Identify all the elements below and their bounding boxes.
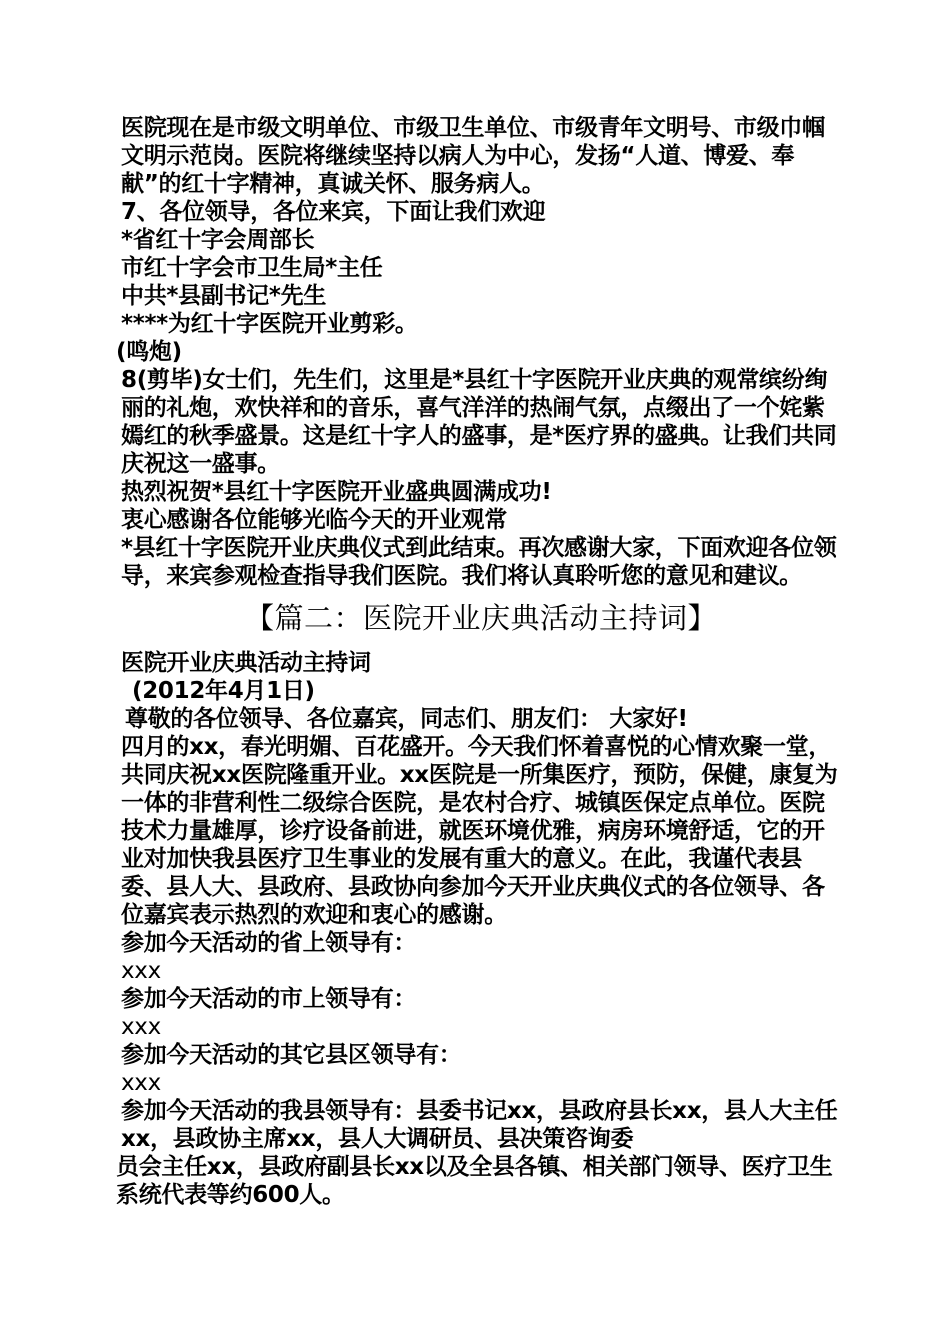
thanks-line: 衷心感谢各位能够光临今天的开业观常: [121, 507, 507, 533]
congratulation-line: 热烈祝贺*县红十字医院开业盛典圆满成功!: [121, 479, 552, 505]
paragraph-county-leaders: 参加今天活动的我县领导有：县委书记xx，县政府县长xx，县人大主任xx，县政协主席xx，县人大调研员、县决策咨询委: [121, 1098, 838, 1152]
greeting-line: 尊敬的各位领导、各位嘉宾，同志们、朋友们： 大家好!: [125, 706, 688, 732]
other-county-leaders-value: xxx: [121, 1070, 161, 1096]
document-page: [116, 114, 846, 1209]
section-date: (2012年4月1日): [132, 678, 315, 704]
paragraph-opening: 四月的xx，春光明媚、百花盛开。今天我们怀着喜悦的心情欢聚一堂，共同庆祝xx医院隆重开业。xx医院是一所集医疗，预防，保健，康复为一体的非营利性二级综合医院，是农村合疗、城镇医保定点单位。医院技术力量雄厚，诊疗设备前进，就医环境优雅，病房环境舒适，它的开业对加快我县医疗卫生事业的发展有重大的意义。在此，我谨代表县委、县人大、县政府、县政协向参加今天开业庆典仪式的各位领导、各位嘉宾表示热烈的欢迎和衷心的感谢。: [121, 734, 838, 928]
provincial-leaders-value: xxx: [121, 958, 161, 984]
guest-line-1: *省红十字会周部长: [121, 227, 315, 253]
paragraph-hospital-honors: 医院现在是市级文明单位、市级卫生单位、市级青年文明号、市级巾帼文明示范岗。医院将继续坚持以病人为中心，发扬“人道、博爱、奉献”的红十字精神，真诚关怀、服务病人。: [121, 115, 825, 197]
section-title: 医院开业庆典活动主持词: [121, 650, 371, 676]
paragraph-celebration: 8(剪毕)女士们，先生们，这里是*县红十字医院开业庆典的观常缤纷绚丽的礼炮，欢快祥和的音乐，喜气洋洋的热闹气氛，点缀出了一个姹紫嫣红的秋季盛景。这是红十字人的盛事，是*医疗界的盛典。让我们共同庆祝这一盛事。: [121, 367, 837, 477]
guest-line-2: 市红十字会市卫生局*主任: [121, 255, 383, 281]
city-leaders-value: xxx: [121, 1014, 161, 1040]
provincial-leaders-label: 参加今天活动的省上领导有：: [121, 930, 417, 956]
other-county-leaders-label: 参加今天活动的其它县区领导有：: [121, 1042, 462, 1068]
paragraph-closing: *县红十字医院开业庆典仪式到此结束。再次感谢大家，下面欢迎各位领导，来宾参观检查指导我们医院。我们将认真聆听您的意见和建议。: [121, 535, 837, 589]
firecracker-note: (鸣炮): [116, 339, 182, 365]
ribbon-cutting-line: ****为红十字医院开业剪彩。: [121, 311, 418, 337]
section-heading: 【篇二：医院开业庆典活动主持词】: [244, 601, 717, 635]
paragraph-welcome-intro: 7、各位领导，各位来宾，下面让我们欢迎: [121, 199, 546, 225]
city-leaders-label: 参加今天活动的市上领导有：: [121, 986, 417, 1012]
paragraph-county-leaders-cont: 员会主任xx，县政府副县长xx以及全县各镇、相关部门领导、医疗卫生系统代表等约600人。: [116, 1154, 833, 1208]
guest-line-3: 中共*县副书记*先生: [121, 283, 327, 309]
